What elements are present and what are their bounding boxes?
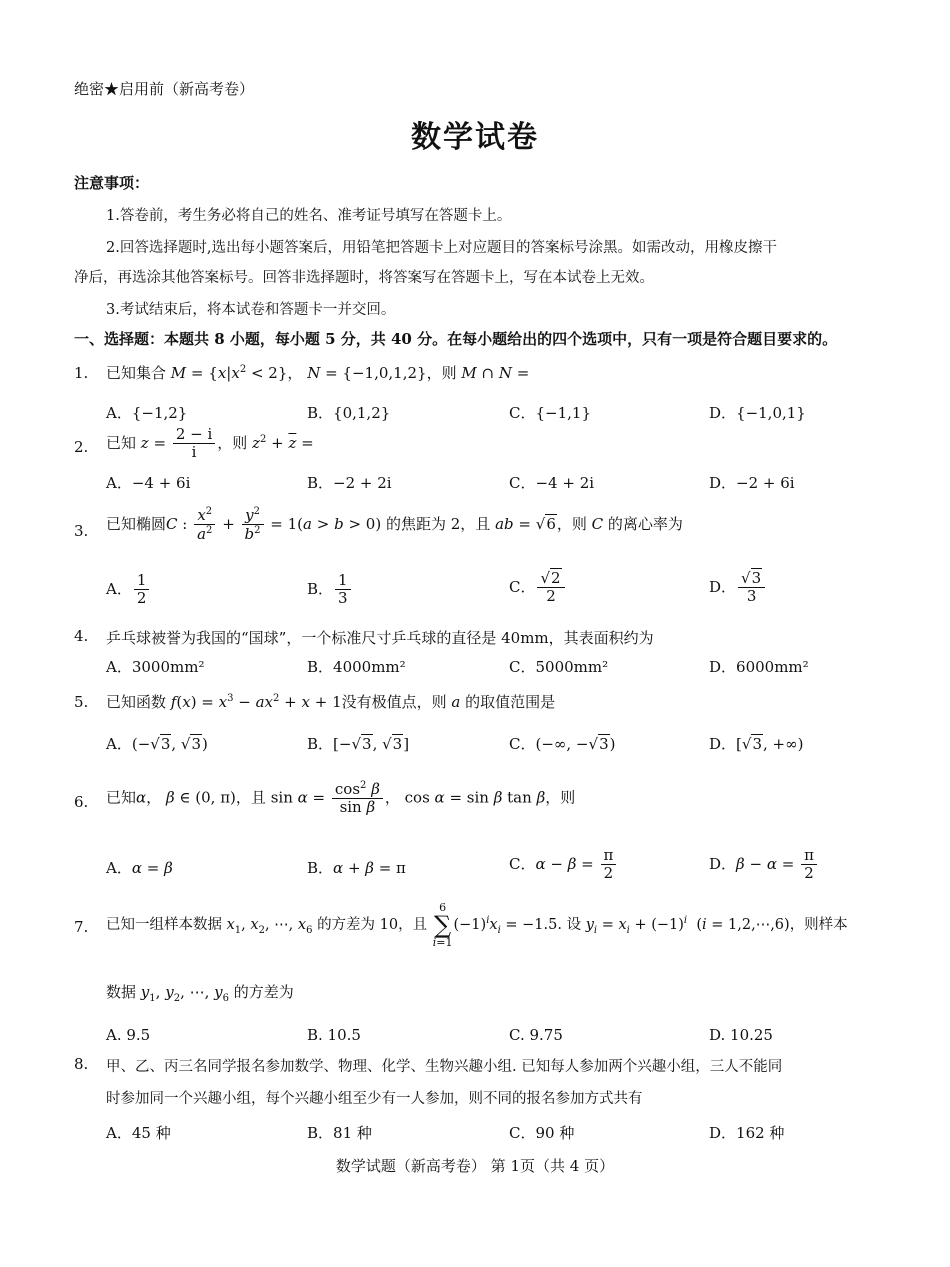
q2-option-d: D．−2 + 6i bbox=[709, 474, 795, 492]
q5-option-d: D．[√3, +∞) bbox=[709, 735, 804, 753]
note-2-line-1: 2.回答选择题时,选出每小题答案后，用铅笔把答题卡上对应题目的答案标号涂黑。如需改动，用橡皮擦干 bbox=[106, 240, 777, 256]
q7-number: 7. bbox=[74, 918, 89, 936]
q2-option-a: A．−4 + 6i bbox=[106, 474, 191, 492]
q4-number: 4. bbox=[74, 627, 89, 645]
q3-option-c: C． $\frac{√2}{2}$ bbox=[509, 570, 567, 606]
q2-option-c: C．−4 + 2i bbox=[509, 474, 595, 492]
q2-option-b: B．−2 + 2i bbox=[307, 474, 392, 492]
q5-option-b: B．[−√3, √3] bbox=[307, 735, 410, 753]
page-footer: 数学试题（新高考卷） 第 1页（共 4 页） bbox=[335, 1157, 615, 1175]
q7-stem-line-2: 数据 $y_1$, $y_2$, ⋯, $y_6$ 的方差为 bbox=[106, 983, 294, 1004]
q1-number: 1. bbox=[74, 364, 89, 382]
q6-option-d: D．β − α = $\frac{\pi}{2}$ bbox=[709, 847, 819, 883]
q3-stem: 已知椭圆C : $\frac{x^2}{a^2}$ + $\frac{y^2}{b^2}$ = 1(a > b > 0) 的焦距为 2，且 ab = √6，则 C 的离心率为 bbox=[106, 506, 683, 544]
note-3: 3.考试结束后，将本试卷和答题卡一并交回。 bbox=[106, 302, 396, 318]
q3-option-a: A． $\frac{1}{2}$ bbox=[106, 572, 151, 608]
q1-option-d: D．{−1,0,1} bbox=[709, 404, 806, 422]
confidential-header: 绝密★启用前（新高考卷） bbox=[74, 80, 255, 98]
q7-stem-line-1: 已知一组样本数据 $x_1$, $x_2$, ⋯, $x_6$ 的方差为 10，且 6 ∑ $i=1(-1)^ix_i = -1.5$. 设 $y_i = x_i + (-1)^i$ (i = 1,2,⋯,6)，则样本 bbox=[106, 901, 848, 949]
q4-option-d: D．6000mm² bbox=[709, 658, 809, 676]
q6-number: 6. bbox=[74, 793, 89, 811]
q5-option-a: A．(−√3, √3) bbox=[106, 735, 208, 753]
q5-option-c: C．(−∞, −√3) bbox=[509, 735, 616, 753]
q3-number: 3. bbox=[74, 522, 89, 540]
q4-option-c: C．5000mm² bbox=[509, 658, 609, 676]
q7-option-d: D. 10.25 bbox=[709, 1026, 773, 1044]
q1-option-a: A．{−1,2} bbox=[106, 404, 188, 422]
q5-number: 5. bbox=[74, 693, 89, 711]
q8-option-a: A．45 种 bbox=[106, 1124, 171, 1142]
q3-option-d: D． $\frac{√3}{3}$ bbox=[709, 570, 767, 606]
q8-option-b: B．81 种 bbox=[307, 1124, 372, 1142]
q8-option-d: D．162 种 bbox=[709, 1124, 785, 1142]
q8-number: 8. bbox=[74, 1055, 89, 1073]
q7-option-a: A. 9.5 bbox=[106, 1026, 151, 1044]
q6-stem: 已知α， β ∈ (0, π)，且 sin α = $\frac{\cos^2 \beta}{\text{sin β}}$ ， cos α = sin β tan β，则 bbox=[106, 780, 576, 817]
q1-option-b: B．{0,1,2} bbox=[307, 404, 391, 422]
q8-stem-line-1: 甲、乙、丙三名同学报名参加数学、物理、化学、生物兴趣小组. 已知每人参加两个兴趣小组，三人不能同 bbox=[106, 1059, 783, 1075]
q3-option-b: B． $\frac{1}{3}$ bbox=[307, 572, 353, 608]
q6-option-b: B．α + β = π bbox=[307, 859, 406, 877]
note-2-line-2: 净后，再选涂其他答案标号。回答非选择题时，将答案写在答题卡上，写在本试卷上无效。 bbox=[74, 270, 654, 286]
q2-stem: 已知 z = $\frac{2 - i}{i}$ ，则 $z^2 + \overline{z}$ = bbox=[106, 425, 314, 462]
section-heading: 一、选择题：本题共 8 小题，每小题 5 分，共 40 分。在每小题给出的四个选项中，只有一项是符合题目要求的。 bbox=[74, 330, 838, 348]
q7-option-c: C. 9.75 bbox=[509, 1026, 563, 1044]
q4-stem: 乒乓球被誉为我国的“国球”，一个标准尺寸乒乓球的直径是 40mm，其表面积约为 bbox=[106, 629, 654, 647]
page-title: 数学试卷 bbox=[411, 120, 539, 155]
q8-stem-line-2: 时参加同一个兴趣小组，每个兴趣小组至少有一人参加，则不同的报名参加方式共有 bbox=[106, 1091, 643, 1107]
q7-option-b: B. 10.5 bbox=[307, 1026, 361, 1044]
q6-option-a: A．α = β bbox=[106, 859, 173, 877]
q4-option-a: A．3000mm² bbox=[106, 658, 205, 676]
q8-option-c: C．90 种 bbox=[509, 1124, 575, 1142]
note-1: 1.答卷前，考生务必将自己的姓名、准考证号填写在答题卡上。 bbox=[106, 208, 512, 224]
q4-option-b: B．4000mm² bbox=[307, 658, 406, 676]
q5-stem: 已知函数 $f(x) = x^3 - ax^2 + x + 1$没有极值点，则 a 的取值范围是 bbox=[106, 693, 556, 711]
notes-heading: 注意事项： bbox=[74, 174, 150, 192]
q1-stem: 已知集合 $M = \{x|x^2 < 2\}$， N = {−1,0,1,2}，则 M ∩ N = bbox=[106, 364, 530, 382]
q2-number: 2. bbox=[74, 438, 89, 456]
q6-option-c: C．α − β = $\frac{\pi}{2}$ bbox=[509, 847, 618, 883]
q1-option-c: C．{−1,1} bbox=[509, 404, 591, 422]
